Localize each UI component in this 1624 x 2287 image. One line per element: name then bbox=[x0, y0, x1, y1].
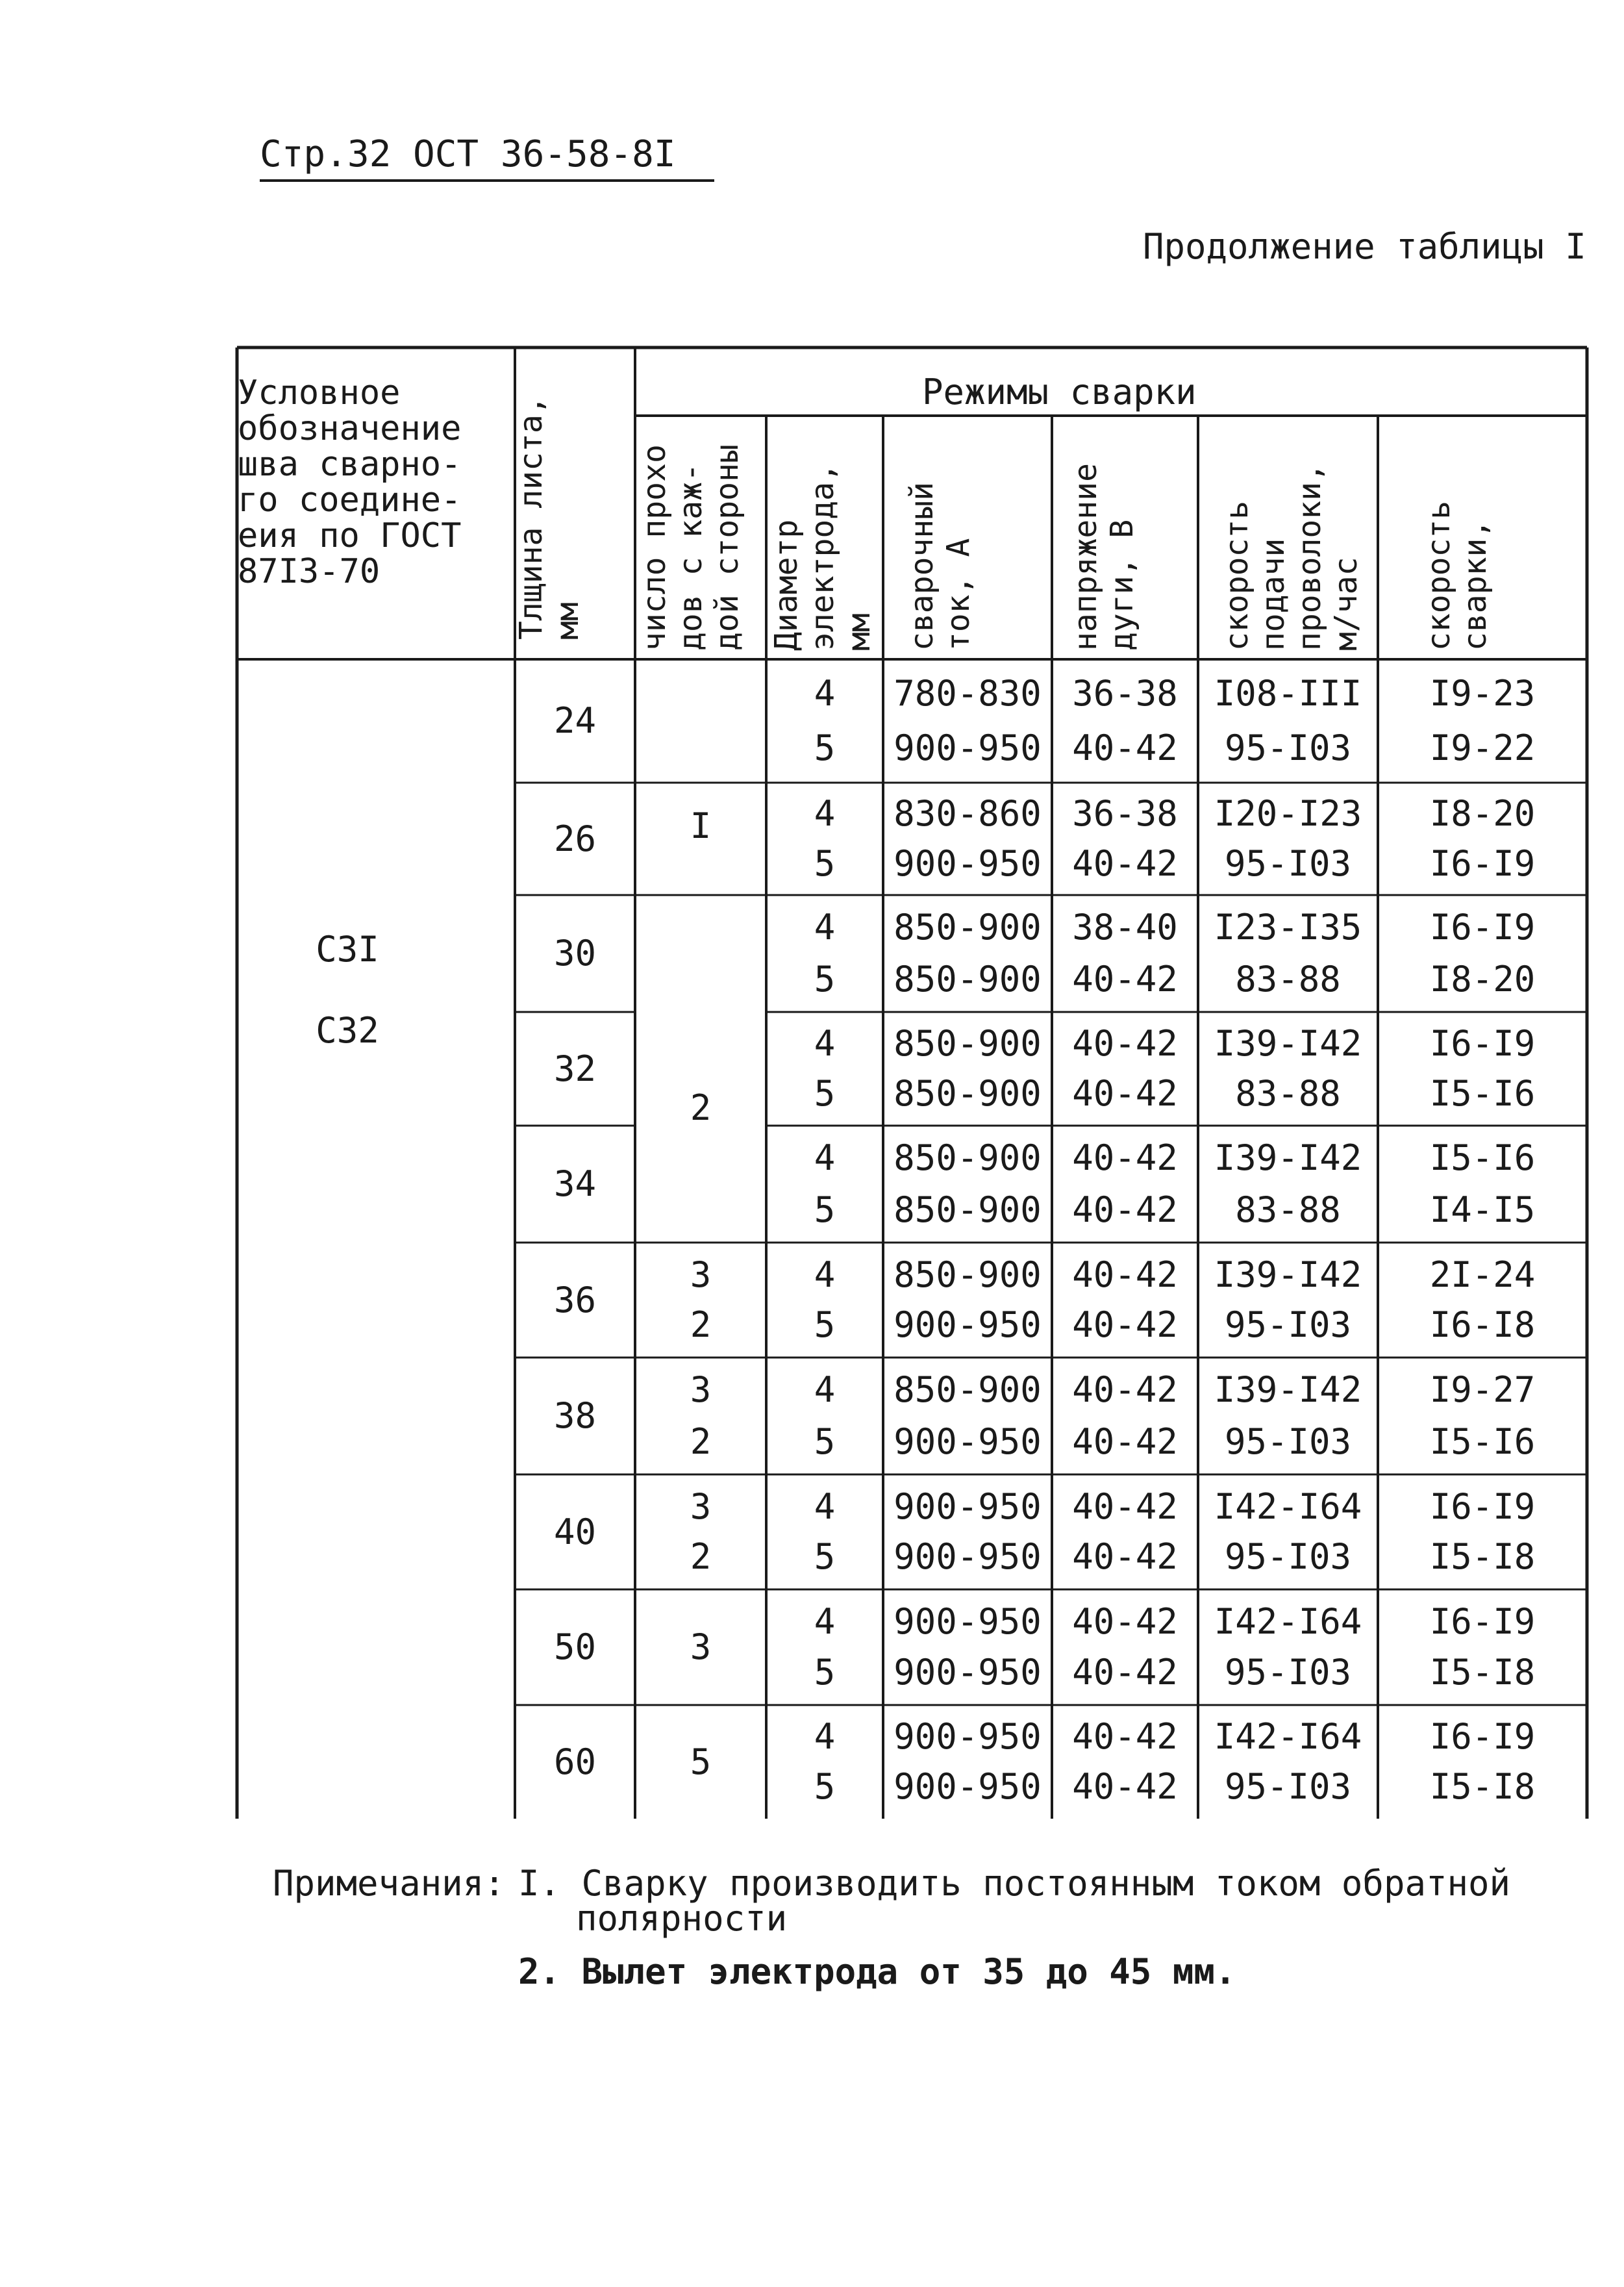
speed-cell: I5-I6 bbox=[1429, 1073, 1536, 1114]
speed-cell: I5-I8 bbox=[1429, 1652, 1536, 1693]
feed-cell: I39-I42 bbox=[1214, 1023, 1362, 1064]
voltage-cell: 40-42 bbox=[1072, 1073, 1178, 1114]
voltage-cell: 36-38 bbox=[1072, 793, 1178, 835]
feed-cell: I42-I64 bbox=[1214, 1600, 1362, 1642]
speed-cell: I9-27 bbox=[1429, 1369, 1536, 1411]
voltage-cell: 40-42 bbox=[1072, 1369, 1178, 1411]
feed-cell: 95-I03 bbox=[1224, 727, 1352, 768]
current-cell: 850-900 bbox=[893, 907, 1042, 948]
thickness-cell: 34 bbox=[553, 1163, 597, 1204]
diameter-cell: 4 bbox=[814, 1716, 836, 1757]
feed-cell: I42-I64 bbox=[1214, 1485, 1362, 1527]
feed-cell: 95-I03 bbox=[1224, 1766, 1352, 1807]
diameter-cell: 5 bbox=[814, 842, 836, 884]
header-feed: скорость подачи проволоки, м/час bbox=[1219, 463, 1364, 651]
thickness-cell: 38 bbox=[553, 1395, 597, 1436]
header-weld-speed: скорость сварки, bbox=[1421, 500, 1493, 651]
thickness-cell: 36 bbox=[553, 1279, 597, 1320]
current-cell: 900-950 bbox=[893, 1421, 1042, 1462]
current-cell: 900-950 bbox=[893, 1536, 1042, 1578]
speed-cell: I5-I8 bbox=[1429, 1766, 1536, 1807]
current-cell: 830-860 bbox=[893, 793, 1042, 835]
voltage-cell: 40-42 bbox=[1072, 1485, 1178, 1527]
diameter-cell: 4 bbox=[814, 673, 836, 714]
voltage-cell: 40-42 bbox=[1072, 1766, 1178, 1807]
current-cell: 850-900 bbox=[893, 1073, 1042, 1114]
passes-cell: 3 bbox=[690, 1254, 712, 1295]
feed-cell: I23-I35 bbox=[1214, 907, 1362, 948]
current-cell: 850-900 bbox=[893, 1369, 1042, 1411]
header-condition: Условное обозначение шва сварно- го соедине- еия по ГОСТ 87I3-70 bbox=[238, 373, 462, 591]
diameter-cell: 5 bbox=[814, 727, 836, 768]
passes-cell: 3 bbox=[690, 1626, 712, 1667]
speed-cell: I6-I9 bbox=[1429, 842, 1536, 884]
voltage-cell: 40-42 bbox=[1072, 727, 1178, 768]
header-passes: число прохо дов с каж- дой стороны bbox=[636, 444, 745, 651]
feed-cell: I42-I64 bbox=[1214, 1716, 1362, 1757]
speed-cell: I5-I6 bbox=[1429, 1421, 1536, 1462]
note-1-continuation: полярности bbox=[576, 1898, 788, 1939]
speed-cell: I6-I9 bbox=[1429, 1023, 1536, 1064]
feed-cell: 95-I03 bbox=[1224, 1304, 1352, 1346]
feed-cell: 83-88 bbox=[1235, 1189, 1341, 1230]
diameter-cell: 4 bbox=[814, 907, 836, 948]
diameter-cell: 5 bbox=[814, 958, 836, 1000]
diameter-cell: 5 bbox=[814, 1421, 836, 1462]
diameter-cell: 5 bbox=[814, 1073, 836, 1114]
speed-cell: I6-I8 bbox=[1429, 1304, 1536, 1346]
voltage-cell: 40-42 bbox=[1072, 1716, 1178, 1757]
voltage-cell: 40-42 bbox=[1072, 1304, 1178, 1346]
voltage-cell: 40-42 bbox=[1072, 1254, 1178, 1295]
note-1: I. Сварку производить постоянным током обратной bbox=[518, 1863, 1511, 1904]
voltage-cell: 40-42 bbox=[1072, 1023, 1178, 1064]
passes-merged-cell: 2 bbox=[690, 1087, 712, 1128]
current-cell: 900-950 bbox=[893, 1766, 1042, 1807]
feed-cell: 83-88 bbox=[1235, 958, 1341, 1000]
feed-cell: I08-III bbox=[1214, 673, 1362, 714]
thickness-cell: 50 bbox=[553, 1626, 597, 1667]
header-diameter: Диаметр электрода, мм bbox=[768, 463, 877, 651]
feed-cell: 95-I03 bbox=[1224, 1536, 1352, 1578]
speed-cell: I5-I6 bbox=[1429, 1137, 1536, 1179]
voltage-cell: 40-42 bbox=[1072, 1137, 1178, 1179]
speed-cell: I6-I9 bbox=[1429, 1716, 1536, 1757]
speed-cell: I6-I9 bbox=[1429, 907, 1536, 948]
header-modes: Режимы сварки bbox=[922, 372, 1197, 412]
header-thickness: Тлщина листа, мм bbox=[513, 396, 586, 640]
thickness-cell: 24 bbox=[553, 700, 597, 741]
current-cell: 780-830 bbox=[893, 673, 1042, 714]
diameter-cell: 5 bbox=[814, 1652, 836, 1693]
diameter-cell: 5 bbox=[814, 1189, 836, 1230]
current-cell: 900-950 bbox=[893, 1304, 1042, 1346]
current-cell: 850-900 bbox=[893, 1137, 1042, 1179]
voltage-cell: 36-38 bbox=[1072, 673, 1178, 714]
diameter-cell: 5 bbox=[814, 1304, 836, 1346]
feed-cell: I39-I42 bbox=[1214, 1254, 1362, 1295]
header-voltage: напряжение дуги, В bbox=[1068, 463, 1140, 651]
diameter-cell: 4 bbox=[814, 793, 836, 835]
passes-cell: 3 bbox=[690, 1485, 712, 1527]
passes-cell: 5 bbox=[690, 1741, 712, 1782]
voltage-cell: 38-40 bbox=[1072, 907, 1178, 948]
header-current: сварочный ток, А bbox=[904, 481, 977, 651]
thickness-cell: 32 bbox=[553, 1048, 597, 1089]
current-cell: 900-950 bbox=[893, 1485, 1042, 1527]
current-cell: 900-950 bbox=[893, 727, 1042, 768]
feed-cell: 95-I03 bbox=[1224, 1421, 1352, 1462]
speed-cell: I9-23 bbox=[1429, 673, 1536, 714]
speed-cell: 2I-24 bbox=[1429, 1254, 1536, 1295]
diameter-cell: 5 bbox=[814, 1536, 836, 1578]
current-cell: 900-950 bbox=[893, 842, 1042, 884]
voltage-cell: 40-42 bbox=[1072, 842, 1178, 884]
diameter-cell: 4 bbox=[814, 1023, 836, 1064]
passes-cell: 2 bbox=[690, 1536, 712, 1578]
diameter-cell: 4 bbox=[814, 1485, 836, 1527]
feed-cell: I39-I42 bbox=[1214, 1137, 1362, 1179]
current-cell: 900-950 bbox=[893, 1652, 1042, 1693]
voltage-cell: 40-42 bbox=[1072, 1189, 1178, 1230]
voltage-cell: 40-42 bbox=[1072, 1652, 1178, 1693]
speed-cell: I9-22 bbox=[1429, 727, 1536, 768]
diameter-cell: 4 bbox=[814, 1600, 836, 1642]
diameter-cell: 4 bbox=[814, 1137, 836, 1179]
speed-cell: I6-I9 bbox=[1429, 1600, 1536, 1642]
diameter-cell: 5 bbox=[814, 1766, 836, 1807]
current-cell: 850-900 bbox=[893, 1023, 1042, 1064]
page-header: Стр.32 ОСТ 36-58-8I bbox=[260, 133, 676, 175]
notes-label: Примечания: bbox=[273, 1863, 505, 1904]
speed-cell: I8-20 bbox=[1429, 958, 1536, 1000]
diameter-cell: 4 bbox=[814, 1369, 836, 1411]
feed-cell: 83-88 bbox=[1235, 1073, 1341, 1114]
passes-cell: 2 bbox=[690, 1421, 712, 1462]
passes-merged-cell: I bbox=[690, 805, 712, 846]
thickness-cell: 60 bbox=[553, 1741, 597, 1782]
voltage-cell: 40-42 bbox=[1072, 1600, 1178, 1642]
note-2: 2. Вылет электрода от 35 до 45 мм. bbox=[518, 1951, 1236, 1992]
voltage-cell: 40-42 bbox=[1072, 958, 1178, 1000]
feed-cell: 95-I03 bbox=[1224, 1652, 1352, 1693]
condition-cell: С32 bbox=[316, 1010, 379, 1051]
feed-cell: I39-I42 bbox=[1214, 1369, 1362, 1411]
voltage-cell: 40-42 bbox=[1072, 1536, 1178, 1578]
feed-cell: 95-I03 bbox=[1224, 842, 1352, 884]
speed-cell: I8-20 bbox=[1429, 793, 1536, 835]
passes-cell: 3 bbox=[690, 1369, 712, 1411]
speed-cell: I4-I5 bbox=[1429, 1189, 1536, 1230]
current-cell: 900-950 bbox=[893, 1600, 1042, 1642]
speed-cell: I6-I9 bbox=[1429, 1485, 1536, 1527]
diameter-cell: 4 bbox=[814, 1254, 836, 1295]
current-cell: 850-900 bbox=[893, 958, 1042, 1000]
speed-cell: I5-I8 bbox=[1429, 1536, 1536, 1578]
thickness-cell: 26 bbox=[553, 818, 597, 859]
thickness-cell: 40 bbox=[553, 1511, 597, 1552]
current-cell: 850-900 bbox=[893, 1189, 1042, 1230]
condition-cell: С3I bbox=[316, 929, 379, 970]
thickness-cell: 30 bbox=[553, 933, 597, 974]
current-cell: 850-900 bbox=[893, 1254, 1042, 1295]
current-cell: 900-950 bbox=[893, 1716, 1042, 1757]
table-caption: Продолжение таблицы I bbox=[1143, 226, 1586, 267]
feed-cell: I20-I23 bbox=[1214, 793, 1362, 835]
voltage-cell: 40-42 bbox=[1072, 1421, 1178, 1462]
passes-cell: 2 bbox=[690, 1304, 712, 1346]
